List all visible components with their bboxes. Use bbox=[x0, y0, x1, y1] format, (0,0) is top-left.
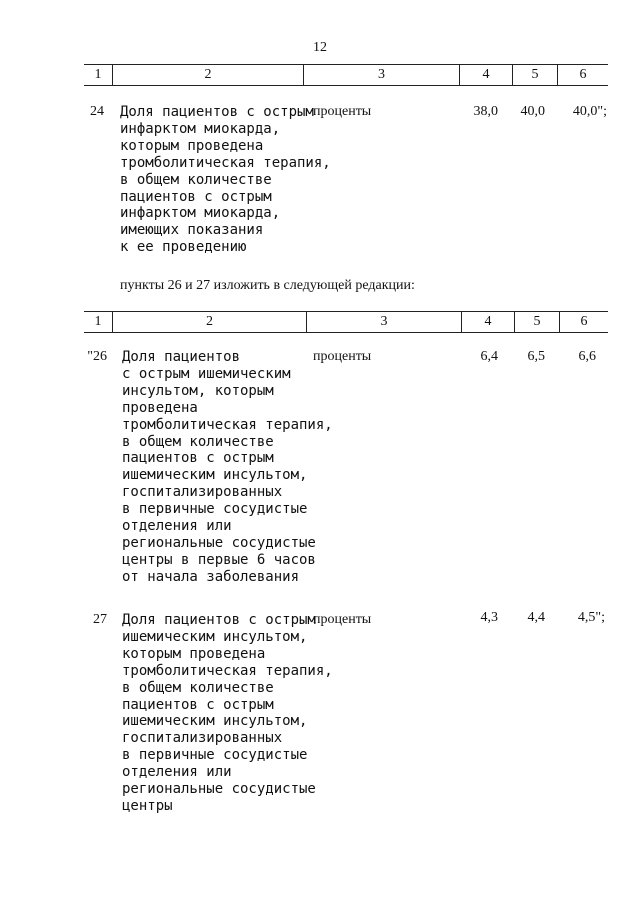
row-24-value-5: 40,0 bbox=[520, 104, 545, 119]
row-24-indicator: Доля пациентов с острым инфарктом миокарда, которым проведена тромболитическая терапия, в общем количестве пациентов с острым инфарктом миокарда, имеющих показания к ее проведению bbox=[120, 104, 331, 256]
col-header-1: 1 bbox=[84, 312, 113, 332]
col-header-6: 6 bbox=[579, 67, 587, 82]
amendment-instruction: пункты 26 и 27 изложить в следующей редакции: bbox=[120, 278, 415, 293]
row-27-number: 27 bbox=[93, 612, 107, 627]
col-header-5: 5 bbox=[513, 65, 558, 85]
col-header-2: 2 bbox=[113, 312, 307, 332]
table-header-1 bbox=[84, 64, 608, 86]
page-number: 12 bbox=[313, 40, 327, 55]
row-27-value-6: 4,5"; bbox=[577, 610, 605, 625]
row-27-value-5: 4,4 bbox=[527, 610, 545, 625]
col-header-6: 6 bbox=[580, 314, 588, 329]
row-24-value-4: 38,0 bbox=[473, 104, 498, 119]
col-header-3: 3 bbox=[304, 65, 460, 85]
row-27-indicator: Доля пациентов с острым ишемическим инсультом, которым проведена тромболитическая терапия, в общем количестве пациентов с острым ишемическим инсультом, госпитализированных в первичные сосудистые отделения или региональные сосудистые центры bbox=[122, 612, 333, 814]
col-header-1: 1 bbox=[84, 65, 113, 85]
row-26-indicator: Доля пациентов с острым ишемическим инсультом, которым проведена тромболитическая терапия, в общем количестве пациентов с острым ишемическим инсультом, госпитализированных в первичные сосудистые отделения или региональные сосудистые центры в первые 6 часов от начала заболевания bbox=[122, 349, 333, 585]
col-header-2: 2 bbox=[113, 65, 304, 85]
col-header-5: 5 bbox=[515, 312, 560, 332]
row-24-value-6: 40,0"; bbox=[572, 104, 607, 119]
row-26-number: "26 bbox=[87, 349, 107, 364]
col-header-3: 3 bbox=[307, 312, 462, 332]
row-26-value-6: 6,6 bbox=[578, 349, 596, 364]
row-27-unit: проценты bbox=[313, 612, 372, 627]
row-27-value-4: 4,3 bbox=[480, 610, 498, 625]
table-header-2 bbox=[84, 311, 608, 333]
col-header-4: 4 bbox=[460, 65, 513, 85]
row-26-value-4: 6,4 bbox=[480, 349, 498, 364]
row-24-unit: проценты bbox=[313, 104, 372, 119]
row-26-value-5: 6,5 bbox=[527, 349, 545, 364]
col-header-4: 4 bbox=[462, 312, 515, 332]
row-26-unit: проценты bbox=[313, 349, 372, 364]
row-24-number: 24 bbox=[90, 104, 104, 119]
